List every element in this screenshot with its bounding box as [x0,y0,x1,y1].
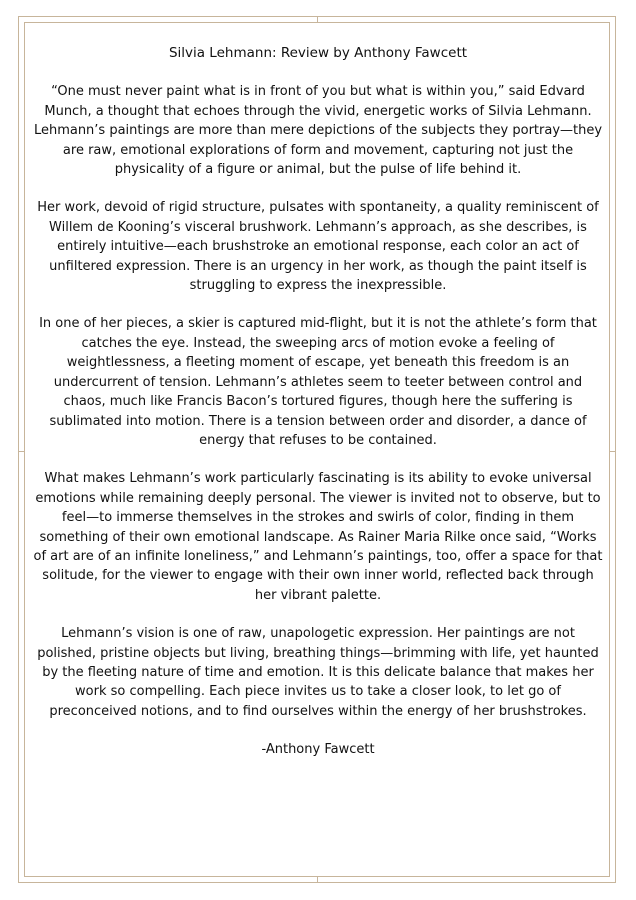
paragraph-1: “One must never paint what is in front of you but what is within you,” said Edvard Munch, a thought that echoes through the vivid, energetic works of Silvia Lehmann. Lehmann’s paintings are more than mere depictions of the subjects they portray—they are raw, emotional explorations of form and movement, capturing not just the physicality of a figure or animal, but the pulse of life behind it. [33,84,603,178]
paragraph-5: Lehmann’s vision is one of raw, unapologetic expression. Her paintings are not polished, pristine objects but living, breathing things—brimming with life, yet haunted by the fleeting nature of time and emotion. It is this delicate balance that makes her work so compelling. Each piece invites us to take a closer look, to let go of preconceived notions, and to find ourselves within the energy of her brushstrokes. [37,626,599,719]
paragraph-2: Her work, devoid of rigid structure, pulsates with spontaneity, a quality reminiscent of Willem de Kooning’s visceral brushwork. Lehmann’s approach, as she describes, is entirely intuitive—each brushstroke an emotional response, each color an act of unfiltered expression. There is an urgency in her work, as though the paint itself is struggling to express the inexpressible. [37,200,599,294]
review-title: Silvia Lehmann: Review by Anthony Fawcett [168,45,468,61]
author-signature: -Anthony Fawcett [261,742,375,758]
bottom-border-tick [317,877,318,883]
review-body [32,44,604,760]
top-border-tick [317,16,318,22]
paragraph-4: What makes Lehmann’s work particularly fascinating is its ability to evoke universal emotions while remaining deeply personal. The viewer is invited not to observe, but to feel—to immerse themselves in the strokes and swirls of color, finding in them something of their own emotional landscape. As Rainer Maria Rilke once said, “Works of art are of an infinite loneliness,” and Lehmann’s paintings, too, offer a space for that solitude, for the viewer to engage with their own inner world, reflected back through her vibrant palette. [33,471,603,603]
right-border-tick [610,451,616,452]
left-border-tick [18,451,24,452]
paragraph-3: In one of her pieces, a skier is captured mid-flight, but it is not the athlete’s form that catches the eye. Instead, the sweeping arcs of motion evoke a feeling of weightlessness, a fleeting moment of escape, yet beneath this freedom is an undercurrent of tension. Lehmann’s athletes seem to teeter between control and chaos, much like Francis Bacon’s tortured figures, though here the suffering is sublimated into motion. There is a tension between order and disorder, a dance of energy that refuses to be contained. [39,316,597,448]
